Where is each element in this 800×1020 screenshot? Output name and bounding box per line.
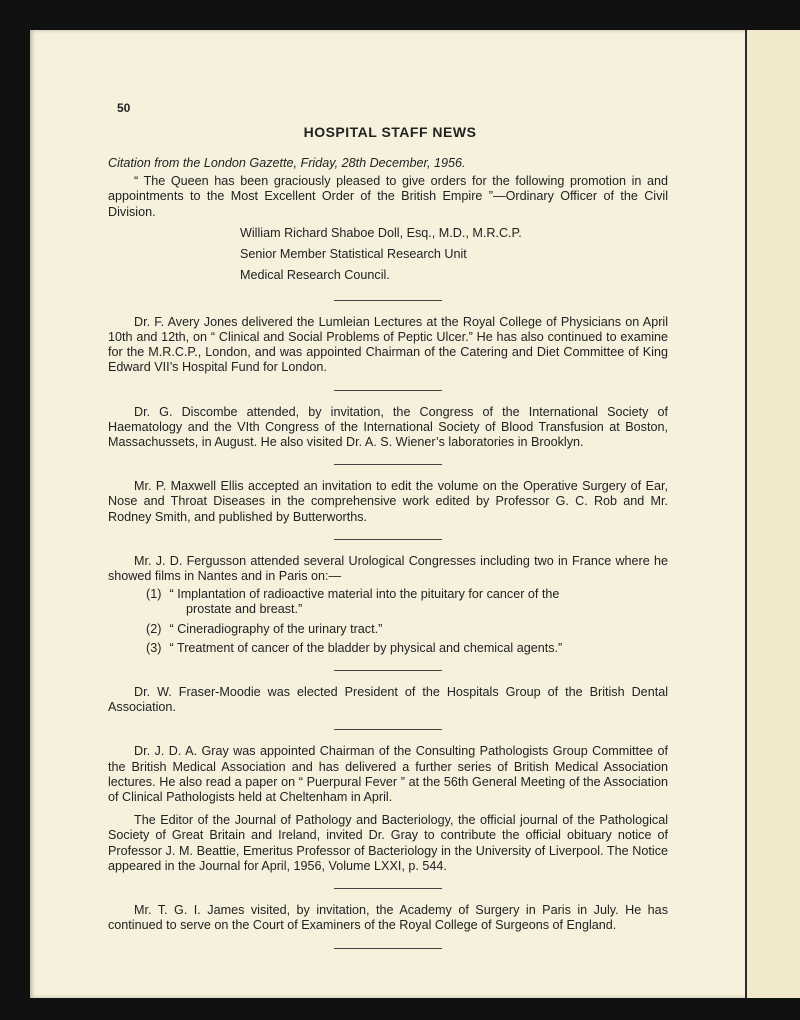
list-item-number: (1) bbox=[146, 587, 162, 602]
honouree-position: Senior Member Statistical Research Unit bbox=[240, 246, 467, 261]
section-divider bbox=[334, 729, 442, 730]
section-divider bbox=[334, 948, 442, 949]
section-divider bbox=[334, 300, 442, 301]
paragraph-discombe: Dr. G. Discombe attended, by invitation, the Congress of the International Society of Haematology and the VIth Congress of the International Society of Blood Transfusion at Boston, Massachussets, in August. He also visited Dr. A. S. Wiener’s laboratories in Brooklyn. bbox=[108, 404, 668, 450]
paragraph-fergusson: Mr. J. D. Fergusson attended several Urological Congresses including two in France where he showed films in Nantes and in Paris on:— bbox=[108, 553, 668, 584]
list-item-number: (3) bbox=[146, 640, 162, 655]
page-number: 50 bbox=[117, 101, 131, 115]
section-divider bbox=[334, 670, 442, 671]
paragraph-avery-jones: Dr. F. Avery Jones delivered the Lumleian Lectures at the Royal College of Physicians on April 10th and 12th, on “ Clinical and Social Problems of Peptic Ulcer.” He has also continued to examine for the M.R.C.P., London, and was appointed Chairman of the Catering and Diet Committee of King Edward VII’s Hospital Fund for London. bbox=[108, 314, 668, 375]
honouree-name: William Richard Shaboe Doll, Esq., M.D., M.R.C.P. bbox=[240, 225, 522, 240]
list-item-text: “ Cineradiography of the urinary tract.” bbox=[169, 621, 383, 636]
list-item bbox=[146, 622, 668, 637]
section-divider bbox=[334, 390, 442, 391]
paragraph-maxwell-ellis: Mr. P. Maxwell Ellis accepted an invitation to edit the volume on the Operative Surgery of Ear, Nose and Throat Diseases in the comprehensive work edited by Professor G. C. Rob and Mr. Rodney Smith, and published by Butterworths. bbox=[108, 479, 668, 524]
paragraph-gray-obituary: The Editor of the Journal of Pathology and Bacteriology, the official journal of the Pathological Society of Great Britain and Ireland, invited Dr. Gray to contribute the official obituary notice of Professor J. M. Beattie, Emeritus Professor of Bacteriology in the University of Liverpool. The Notice appeared in the Journal for April, 1956, Volume LXXI, p. 544. bbox=[108, 813, 668, 873]
honouree-organisation: Medical Research Council. bbox=[240, 267, 390, 282]
list-item-text: “ Treatment of cancer of the bladder by physical and chemical agents.” bbox=[169, 640, 563, 655]
honouree-block bbox=[240, 223, 668, 286]
citation-line: Citation from the London Gazette, Friday, 28th December, 1956. bbox=[108, 156, 466, 170]
list-item-continuation: prostate and breast.” bbox=[186, 602, 303, 617]
paragraph-honours: “ The Queen has been graciously pleased to give orders for the following promotion in and appointments to the Most Excellent Order of the British Empire ”—Ordinary Officer of the Civil Division. bbox=[108, 174, 668, 219]
section-divider bbox=[334, 464, 442, 465]
facing-page-edge bbox=[745, 30, 800, 998]
list-item-number: (2) bbox=[146, 621, 162, 636]
list-item-text: “ Implantation of radioactive material into the pituitary for cancer of the bbox=[169, 587, 560, 602]
paragraph-fraser-moodie: Dr. W. Fraser-Moodie was elected President of the Hospitals Group of the British Dental Association. bbox=[108, 685, 668, 715]
page-heading: HOSPITAL STAFF NEWS bbox=[303, 124, 477, 140]
article-body bbox=[108, 156, 668, 963]
list-item bbox=[146, 587, 668, 617]
film-list bbox=[108, 587, 668, 656]
paragraph-gray: Dr. J. D. A. Gray was appointed Chairman of the Consulting Pathologists Group Committee of the British Medical Association and has delivered a further series of British Medical Association lectures. He also read a paper on “ Puerpural Fever ” at the 56th General Meeting of the Association of Clinical Pathologists held at Cheltenham in April. bbox=[108, 744, 668, 805]
list-item bbox=[146, 641, 668, 656]
paragraph-james: Mr. T. G. I. James visited, by invitation, the Academy of Surgery in Paris in July. He has continued to serve on the Court of Examiners of the Royal College of Surgeons of England. bbox=[108, 903, 668, 933]
section-divider bbox=[334, 539, 442, 540]
section-divider bbox=[334, 888, 442, 889]
